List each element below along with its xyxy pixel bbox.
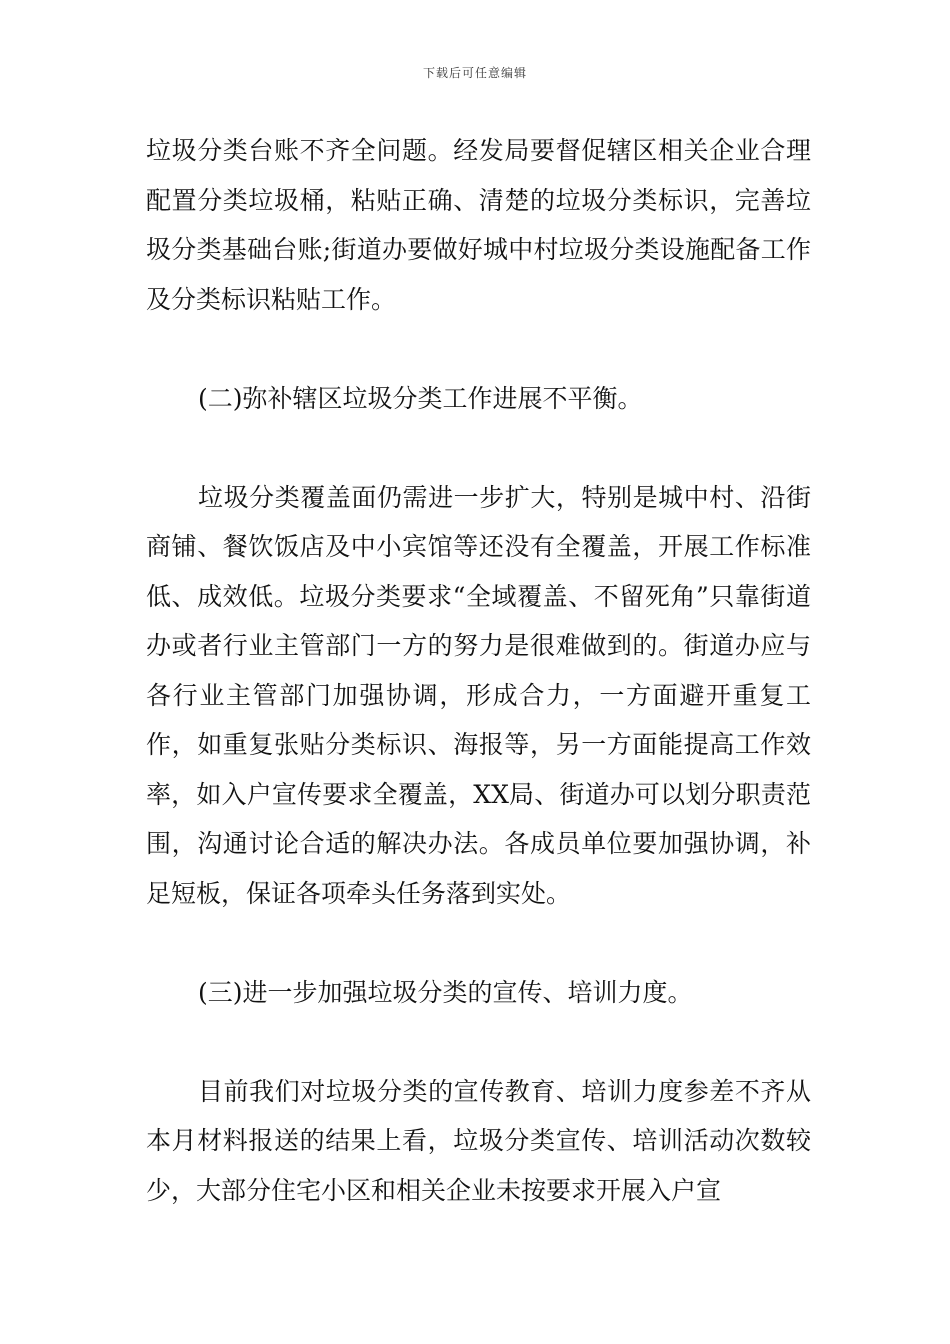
document-body <box>146 126 811 1215</box>
paragraph-gap <box>146 918 811 968</box>
paragraph-gap <box>146 324 811 374</box>
paragraph-1: 垃圾分类台账不齐全问题。经发局要督促辖区相关企业合理配置分类垃圾桶，粘贴正确、清楚的垃圾分类标识，完善垃圾分类基础台账;街道办要做好城中村垃圾分类设施配备工作及分类标识粘贴工作。 <box>146 136 811 314</box>
paragraph-3: 目前我们对垃圾分类的宣传教育、培训力度参差不齐从本月材料报送的结果上看，垃圾分类宣传、培训活动次数较少，大部分住宅小区和相关企业未按要求开展入户宣 <box>146 1076 811 1205</box>
paragraph-2: 垃圾分类覆盖面仍需进一步扩大，特别是城中村、沿街商铺、餐饮饭店及中小宾馆等还没有全覆盖，开展工作标准低、成效低。垃圾分类要求“全域覆盖、不留死角”只靠街道办或者行业主管部门一方的努力是很难做到的。街道办应与各行业主管部门加强协调，形成合力，一方面避开重复工作，如重复张贴分类标识、海报等，另一方面能提高工作效率，如入户宣传要求全覆盖，XX局、街道办可以划分职责范围，沟通讨论合适的解决办法。各成员单位要加强协调，补足短板，保证各项牵头任务落到实处。 <box>146 482 811 908</box>
page-header: 下载后可任意编辑 <box>422 66 527 80</box>
paragraph-gap <box>146 1017 811 1067</box>
paragraph-gap <box>146 423 811 473</box>
section-heading-2: (二)弥补辖区垃圾分类工作进展不平衡。 <box>198 383 643 413</box>
section-heading-3: (三)进一步加强垃圾分类的宣传、培训力度。 <box>198 977 693 1007</box>
